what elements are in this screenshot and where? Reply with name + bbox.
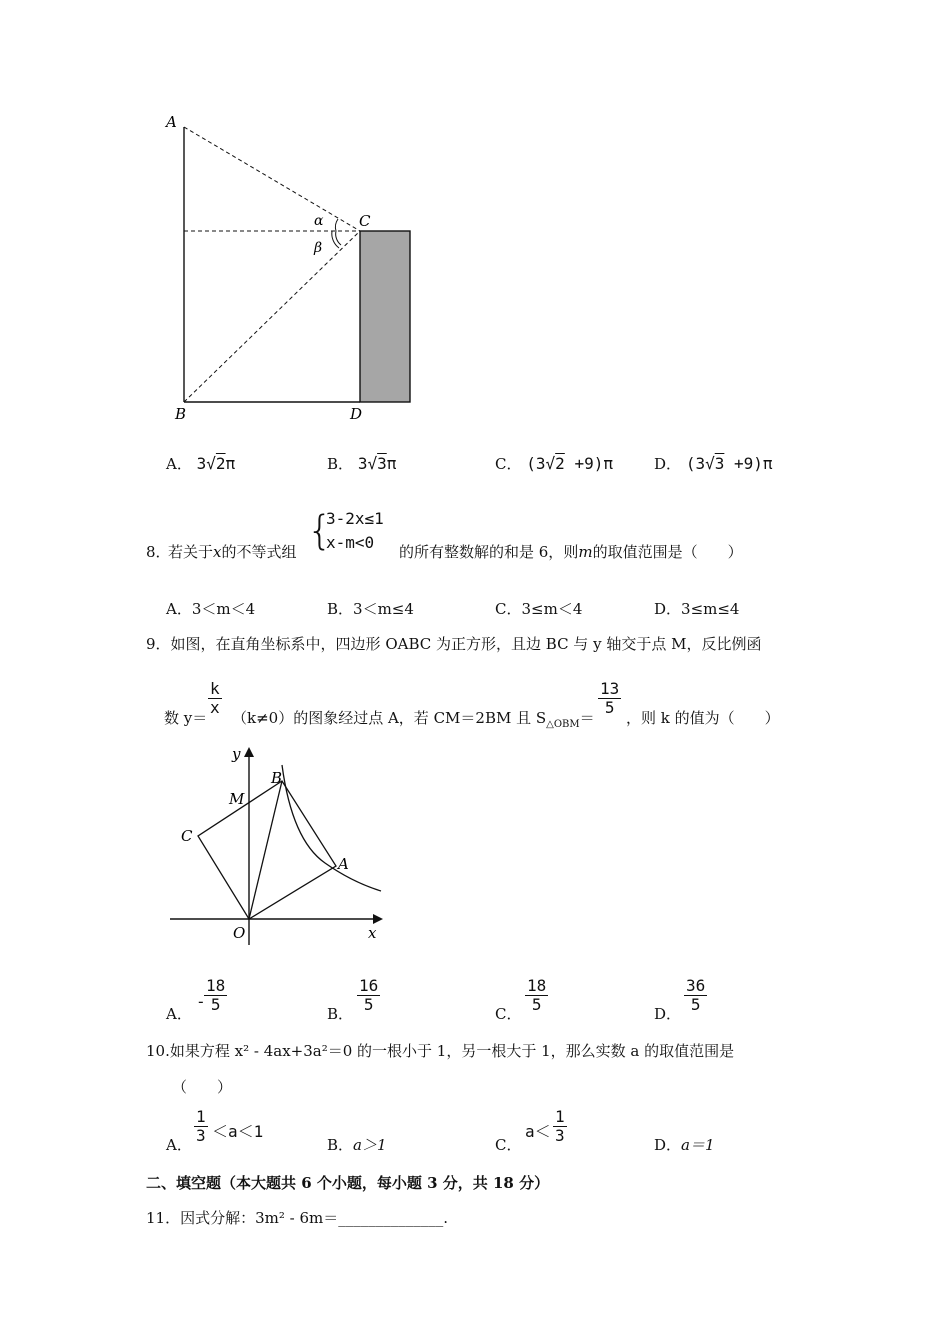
label-y: y xyxy=(232,745,241,763)
sqrt-icon: √ xyxy=(367,454,378,473)
sqrt-icon: √ xyxy=(705,454,715,473)
square-oabc xyxy=(198,781,336,919)
label-x: x xyxy=(368,924,377,942)
label-m: M xyxy=(229,790,245,808)
inequality-1: 3-2x≤1 xyxy=(326,509,384,528)
q7-option-c[interactable]: C． (3√2 +9)π xyxy=(495,454,613,473)
diagonal-ob xyxy=(249,781,282,919)
question-10-line2: （ ） xyxy=(172,1078,233,1096)
sqrt-icon: √ xyxy=(545,454,556,473)
label-c: C xyxy=(181,827,193,845)
dashed-ac xyxy=(184,127,360,231)
label-c: C xyxy=(359,212,371,230)
q7-option-d[interactable]: D． (3√3 +9)π xyxy=(654,454,773,473)
building-rect xyxy=(360,231,410,402)
q8-option-a[interactable]: A．3＜m＜4 xyxy=(166,600,256,618)
fraction-k-over-x: $\frac{k}{x}$ xyxy=(210,679,220,717)
label-o: O xyxy=(233,924,246,942)
q10-option-b[interactable]: B．a＞1 xyxy=(327,1136,387,1154)
q7-option-b[interactable]: B． 3√3π xyxy=(327,454,397,473)
label-a: A xyxy=(338,855,349,873)
question-11: 11．因式分解：3m² - 6m＝______________. xyxy=(146,1209,449,1227)
label-a: A xyxy=(166,113,177,131)
figure-coordinate-square xyxy=(0,735,420,950)
q10-option-d[interactable]: D．a＝1 xyxy=(654,1136,715,1154)
angle-alpha-arc xyxy=(335,219,338,231)
system-brace-icon: { xyxy=(307,508,333,554)
q8-option-b[interactable]: B．3＜m≤4 xyxy=(327,600,414,618)
answer-blank[interactable]: ______________ xyxy=(338,1209,444,1227)
label-b: B xyxy=(175,405,187,423)
dashed-bc xyxy=(184,231,360,402)
x-axis-arrow-icon xyxy=(373,914,383,924)
sqrt-icon: √ xyxy=(206,454,216,473)
q7-option-a[interactable]: A． 3√2π xyxy=(166,454,236,473)
label-beta: β xyxy=(314,240,323,256)
section-2-title: 二、填空题（本大题共 6 个小题，每小题 3 分，共 18 分） xyxy=(146,1174,550,1192)
q8-option-c[interactable]: C．3≤m＜4 xyxy=(495,600,583,618)
label-b: B xyxy=(271,769,283,787)
label-alpha: α xyxy=(314,213,324,229)
question-9-line1: 9．如图，在直角坐标系中，四边形 OABC 为正方形，且边 BC 与 y 轴交于点 M，反比例函 xyxy=(146,635,762,653)
question-10-line1: 10.如果方程 x² - 4ax+3a²＝0 的一根小于 1，另一根大于 1，那么实数 a 的取值范围是 xyxy=(146,1042,735,1060)
y-axis-arrow-icon xyxy=(244,747,254,757)
label-d: D xyxy=(350,405,363,423)
figure-building-angles xyxy=(0,0,950,440)
q8-option-d[interactable]: D．3≤m≤4 xyxy=(654,600,740,618)
inequality-2: x-m<0 xyxy=(326,533,375,552)
angle-beta-arc xyxy=(336,231,341,245)
fraction-13-5: $\frac{13}{5}$ xyxy=(600,679,620,717)
hyperbola-curve xyxy=(282,765,381,891)
